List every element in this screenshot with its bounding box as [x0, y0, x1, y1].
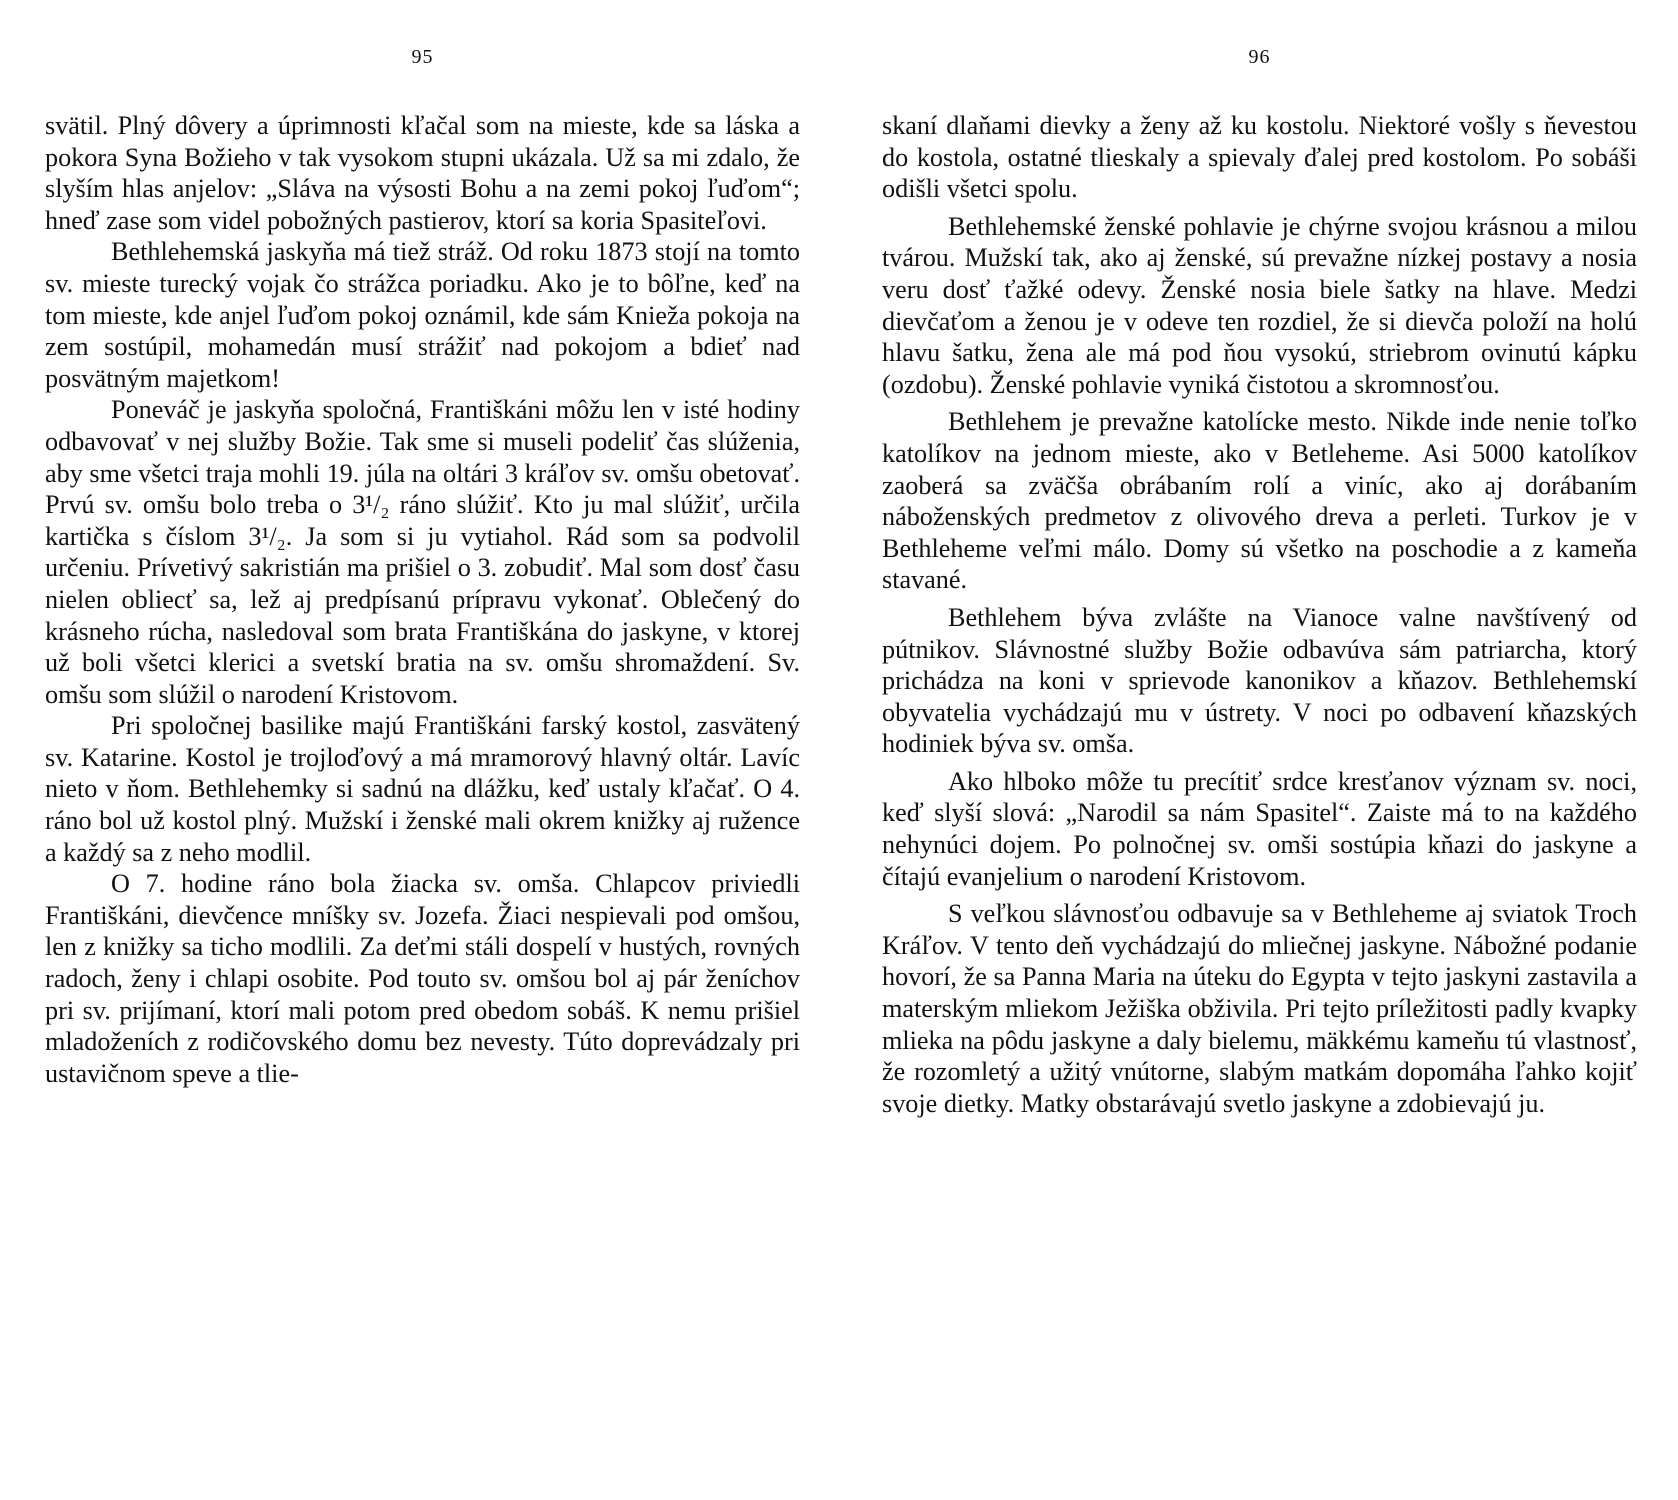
paragraph: O 7. hodine ráno bola žiacka sv. omša. Chlapcov priviedli Františkáni, dievčence mníšky sv. Jozefa. Žiaci nespievali pod omšou, len z knižky sa ticho modlili. Za deťmi stáli dospelí v hustých, rovných radoch, ženy i chlapi osobite. Pod touto sv. omšou bol aj pár ženíchov pri sv. prijímaní, ktorí mali potom pred obedom sobáš. K nemu prišiel mladoženích z rodičovského domu bez nevesty. Túto doprevádzaly pri ustavičnom speve a tlie-: [45, 869, 800, 1088]
paragraph: Bethlehemské ženské pohlavie je chýrne svojou krásnou a milou tvárou. Mužskí tak, ako aj ženské, sú prevažne nízkej postavy a nosia veru dosť ťažké odevy. Ženské nosia biele šatky na hlave. Medzi dievčaťom a ženou je v odeve ten rozdiel, že si dievča položí na holú hlavu šatku, žena ale má pod ňou vysokú, striebrom ovinutú kápku (ozdobu). Ženské pohlavie vyniká čistotou a skromnosťou.: [882, 211, 1637, 399]
paragraph: Bethlehem je prevažne katolícke mesto. Nikde inde nenie toľko katolíkov na jednom mieste, ako v Betleheme. Asi 5000 katolíkov zaoberá sa zväčša obrábaním rolí a viníc, ako aj dorábaním náboženských predmetov z olivového dreva a perleti. Turkov je v Bethleheme veľmi málo. Domy sú všetko na poschodie a z kameňa stavané.: [882, 407, 1637, 595]
paragraph: Poneváč je jaskyňa spoločná, Františkáni môžu len v isté hodiny odbavovať v nej služby Božie. Tak sme si museli podeliť čas slúženia, aby sme všetci traja mohli 19. júla na oltári 3 kráľov sv. omšu obetovať. Prvú sv. omšu bolo treba o 3¹/₂ ráno slúžiť. Kto ju mal slúžiť, určila kartička s číslom 3¹/₂. Ja som si ju vytiahol. Rád som sa podvolil určeniu. Prívetivý sakristián ma prišiel o 3. zobudiť. Mal som dosť času nielen obliecť sa, lež aj predpísanú prípravu vykonať. Oblečený do krásneho rúcha, nasledoval som brata Františkána do jaskyne, v ktorej už boli všetci klerici a svetskí bratia na sv. omšu shromaždení. Sv. omšu som slúžil o narodení Kristovom.: [45, 395, 800, 709]
page-number-right: 96: [1248, 46, 1271, 68]
paragraph: S veľkou slávnosťou odbavuje sa v Bethleheme aj sviatok Troch Kráľov. V tento deň vychádzajú do mliečnej jaskyne. Nábožné podanie hovorí, že sa Panna Maria na úteku do Egypta v tejto jaskyni zastavila a materským mliekom Ježiška obživila. Pri tejto príležitosti padly kvapky mlieka na pôdu jaskyne a daly bielemu, mäkkému kameňu tú vlastnosť, že rozomletý a užitý vnútorne, slabým matkám dopomáha ľahko kojiť svoje dietky. Matky obstarávajú svetlo jaskyne a zdobievajú ju.: [882, 899, 1637, 1118]
page-number-left: 95: [411, 46, 434, 68]
paragraph: skaní dlaňami dievky a ženy až ku kostolu. Niektoré vošly s ňevestou do kostola, ostatné tlieskaly a spievaly ďalej pred kostolom. Po sobáši odišli všetci spolu.: [882, 111, 1637, 204]
paragraph: svätil. Plný dôvery a úprimnosti kľačal som na mieste, kde sa láska a pokora Syna Božieho v tak vysokom stupni ukázala. Už sa mi zdalo, že slyším hlas anjelov: „Sláva na výsosti Bohu a na zemi pokoj ľuďom“; hneď zase som videl pobožných pastierov, ktorí sa koria Spasiteľovi.: [45, 111, 800, 235]
paragraph: Pri spoločnej basilike majú Františkáni farský kostol, zasvätený sv. Katarine. Kostol je trojloďový a má mramorový hlavný oltár. Lavíc nieto v ňom. Bethlehemky si sadnú na dlážku, keď ustaly kľačať. O 4. ráno bol už kostol plný. Mužskí i ženské mali okrem knižky aj ružence a každý sa z neho modlil.: [45, 711, 800, 867]
paragraph: Ako hlboko môže tu precítiť srdce kresťanov význam sv. noci, keď slyší slová: „Narodil sa nám Spasitel“. Zaiste má to na každého nehynúci dojem. Po polnočnej sv. omši sostúpia kňazi do jaskyne a čítajú evanjelium o narodení Kristovom.: [882, 766, 1637, 891]
left-page-text: [45, 110, 800, 1089]
paragraph: Bethlehem býva zvlášte na Vianoce valne navštívený od pútnikov. Slávnostné služby Božie odbavúva sám patriarcha, ktorý prichádza na koni v sprievode kanonikov a kňazov. Bethlehemskí obyvatelia vychádzajú mu v ústrety. V noci po odbavení kňazských hodiniek býva sv. omša.: [882, 602, 1637, 759]
right-page-text: [882, 110, 1637, 1119]
paragraph: Bethlehemská jaskyňa má tiež stráž. Od roku 1873 stojí na tomto sv. mieste turecký vojak čo strážca poriadku. Ako je to bôľne, keď na tom mieste, kde anjel ľuďom pokoj oznámil, kde sám Knieža pokoja na zem sostúpil, mohamedán musí strážiť nad pokojom a bdieť nad posvätným majetkom!: [45, 237, 800, 393]
